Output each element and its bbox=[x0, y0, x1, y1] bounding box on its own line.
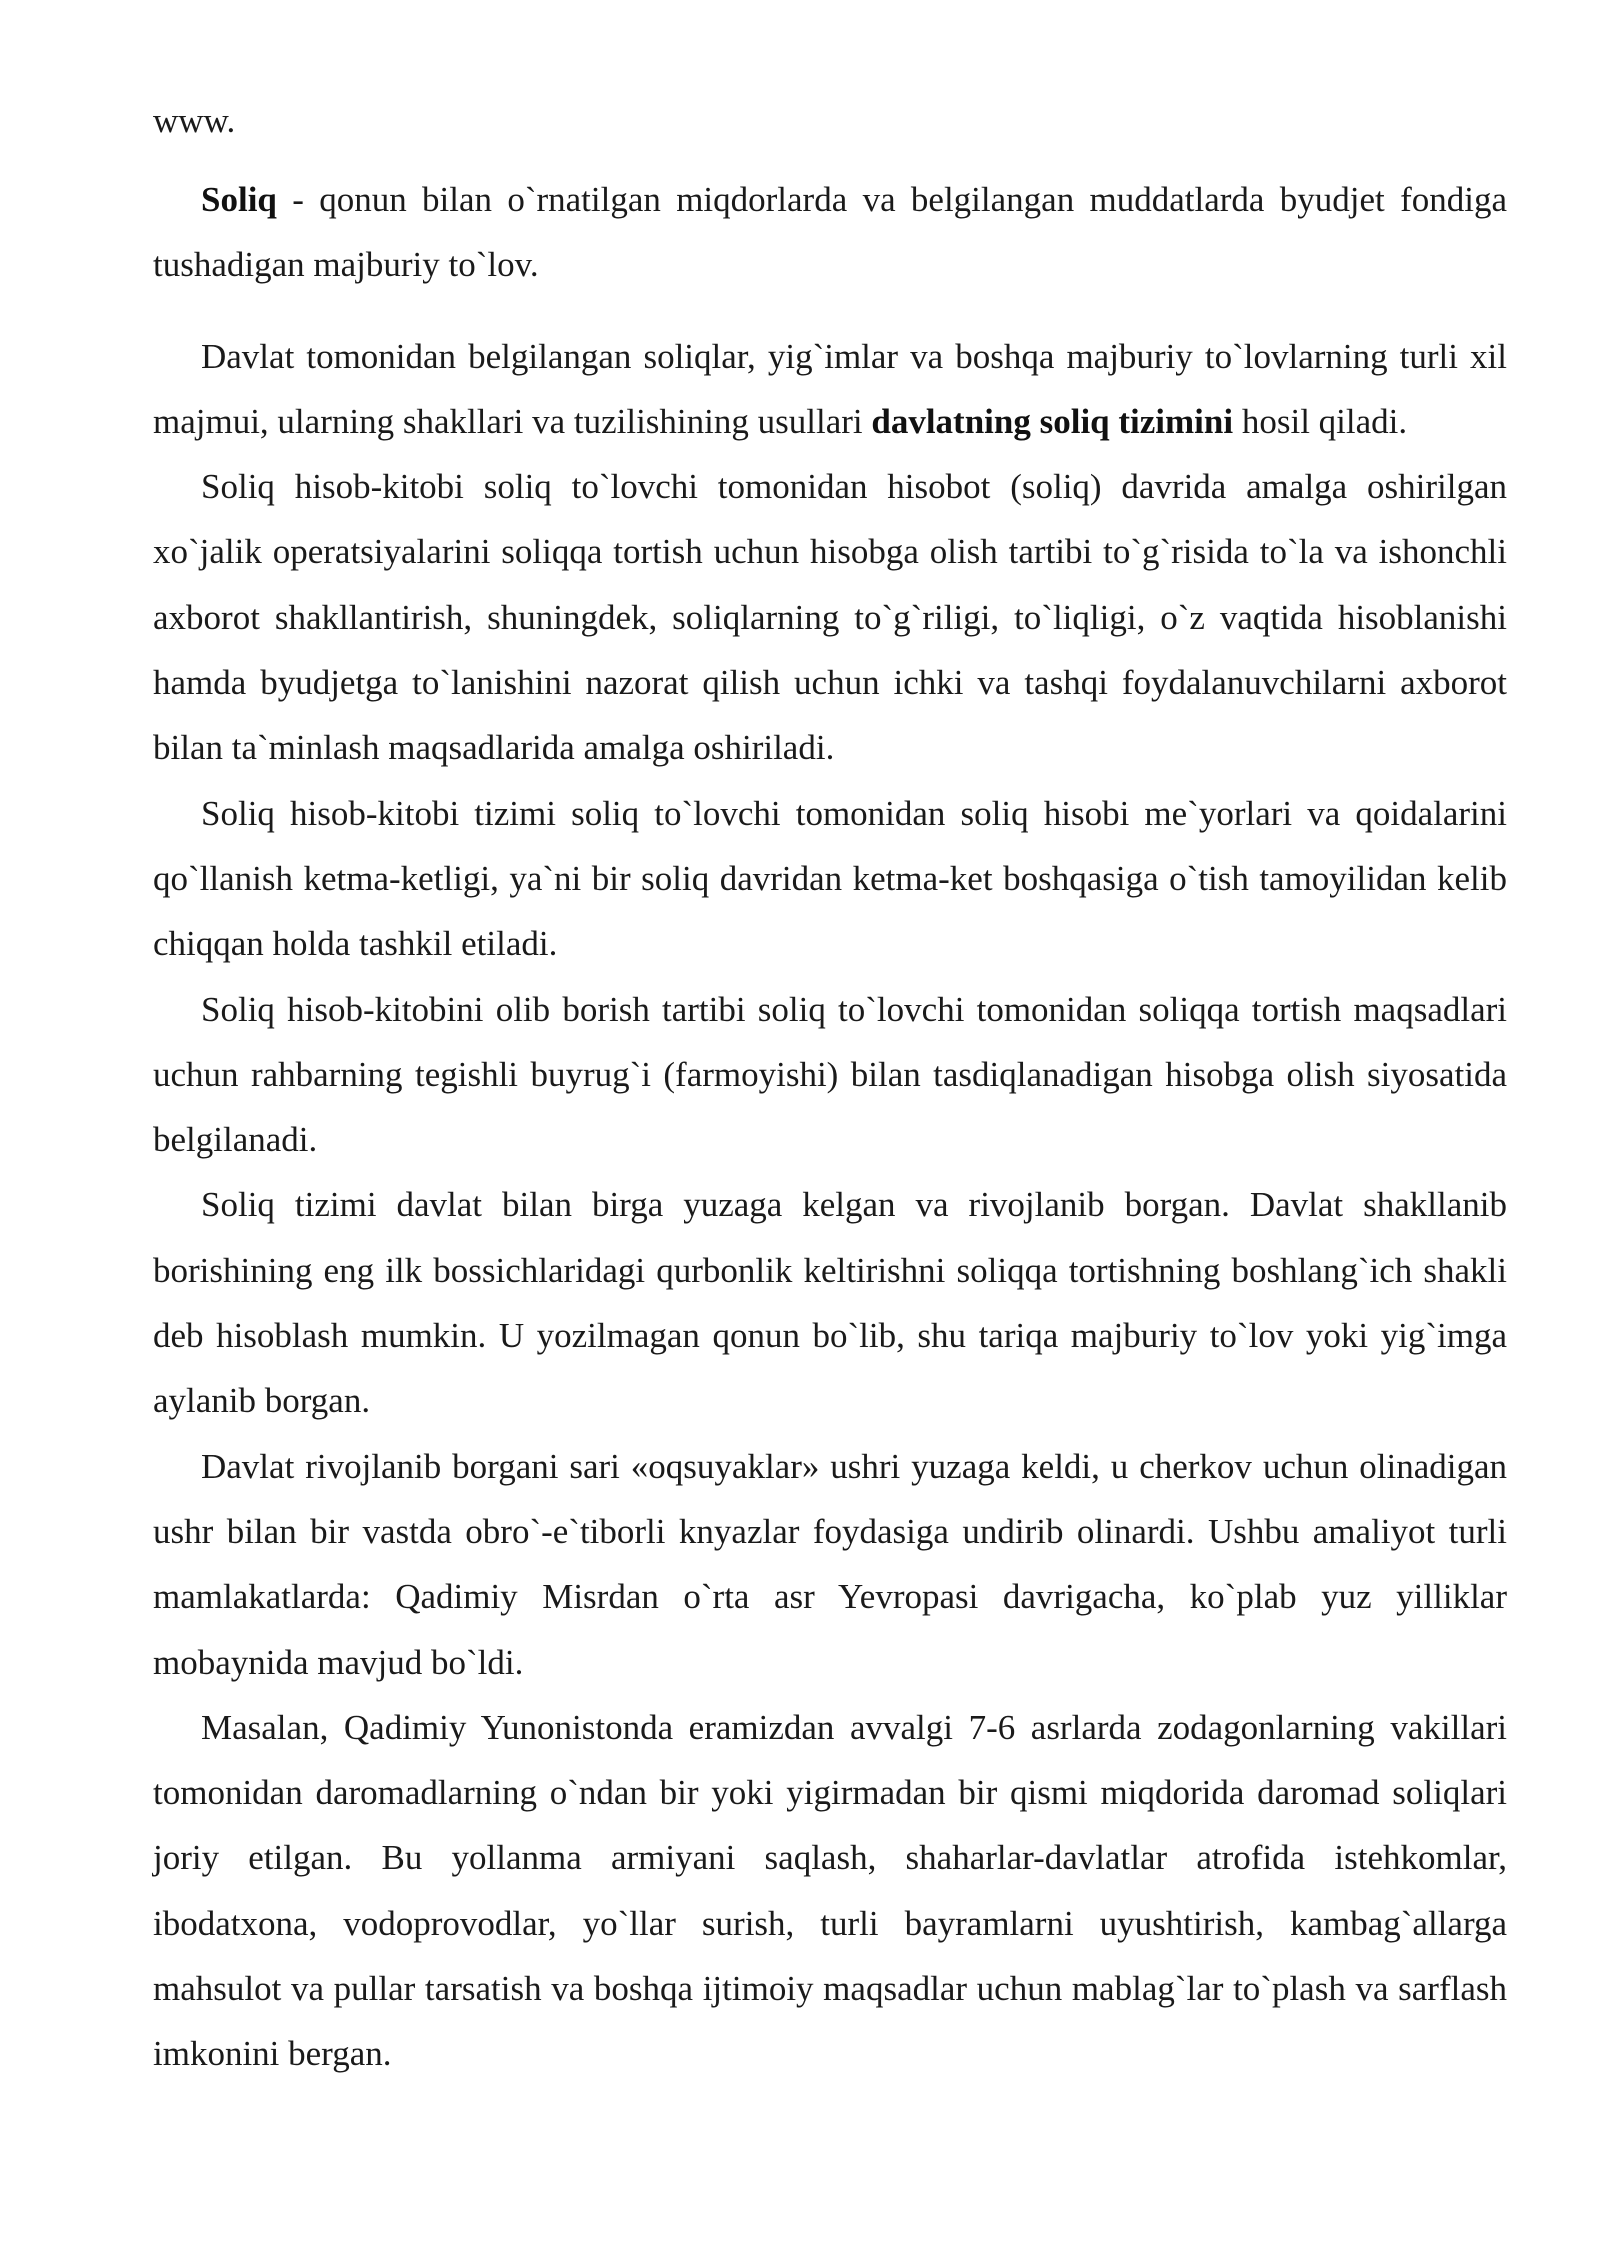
bold-phrase: davlatning soliq tizimini bbox=[871, 401, 1234, 441]
document-page bbox=[153, 88, 1507, 2087]
paragraph-accounting-order: Soliq hisob-kitobini olib borish tartibi soliq to`lovchi tomonidan soliqqa tortish maqsadlari uchun rahbarning tegishli buyrug`i (farmoyishi) bilan tasdiqlanadigan hisobga olish siyosatida belgilanadi. bbox=[153, 989, 1507, 1160]
url-fragment: www. bbox=[153, 101, 236, 140]
paragraph-tax-system bbox=[153, 324, 1507, 455]
paragraph-accounting-system: Soliq hisob-kitobi tizimi soliq to`lovchi tomonidan soliq hisobi me`yorlari va qoidalarini qo`llanish ketma-ketligi, ya`ni bir soliq davridan ketma-ket boshqasiga o`tish tamoyilidan kelib chiqqan holda tashkil etiladi. bbox=[153, 793, 1507, 964]
paragraph-history-ushr: Davlat rivojlanib borgani sari «oqsuyaklar» ushri yuzaga keldi, u cherkov uchun olinadigan ushr bilan bir vastda obro`-e`tiborli knyazlar foydasiga undirib olinardi. Ushbu amaliyot turli mamlakatlarda: Qadimiy Misrdan o`rta asr Yevropasi davrigacha, ko`plab yuz yilliklar mobaynida mavjud bo`ldi. bbox=[153, 1446, 1507, 1682]
paragraph-ancient-greece: Masalan, Qadimiy Yunonistonda eramizdan avvalgi 7-6 asrlarda zodagonlarning vakillari tomonidan daromadlarning o`ndan bir yoki yigirmadan bir qismi miqdorida daromad soliqlari joriy etilgan. Bu yollanma armiyani saqlash, shaharlar-davlatlar atrofida istehkomlar, ibodatxona, vodoprovodlar, yo`llar surish, turli bayramlarni uyushtirish, kambag`allarga mahsulot va pullar tarsatish va boshqa ijtimoiy maqsadlar uchun mablag`lar to`plash va sarflash imkonini bergan. bbox=[153, 1707, 1507, 2074]
paragraph-text: hosil qiladi. bbox=[1233, 401, 1408, 441]
definition-text: - qonun bilan o`rnatilgan miqdorlarda va belgilangan muddatlarda byudjet fondiga tushadigan majburiy to`lov. bbox=[153, 180, 1507, 285]
paragraph-text: Davlat tomonidan belgilangan soliqlar, yig`imlar va boshqa majburiy to`lovlarning turli xil majmui, ularning shakllari va tuzilishining usullari bbox=[153, 336, 1507, 441]
paragraph-history-origin: Soliq tizimi davlat bilan birga yuzaga kelgan va rivojlanib borgan. Davlat shakllanib borishining eng ilk bossichlaridagi qurbonlik keltirishni soliqqa tortishning boshlang`ich shakli deb hisoblash mumkin. U yozilmagan qonun bo`lib, shu tariqa majburiy to`lov yoki yig`imga aylanib borgan. bbox=[153, 1185, 1507, 1421]
paragraph-definition bbox=[153, 167, 1507, 298]
defined-term: Soliq bbox=[201, 180, 277, 219]
paragraph-tax-accounting: Soliq hisob-kitobi soliq to`lovchi tomonidan hisobot (soliq) davrida amalga oshirilgan xo`jalik operatsiyalarini soliqqa tortish uchun hisobga olish tartibi to`g`risida to`la va ishonchli axborot shakllantirish, shuningdek, soliqlarning to`g`riligi, to`liqligi, o`z vaqtida hisoblanishi hamda byudjetga to`lanishini nazorat qilish uchun ichki va tashqi foydalanuvchilarni axborot bilan ta`minlash maqsadlarida amalga oshiriladi. bbox=[153, 467, 1507, 768]
